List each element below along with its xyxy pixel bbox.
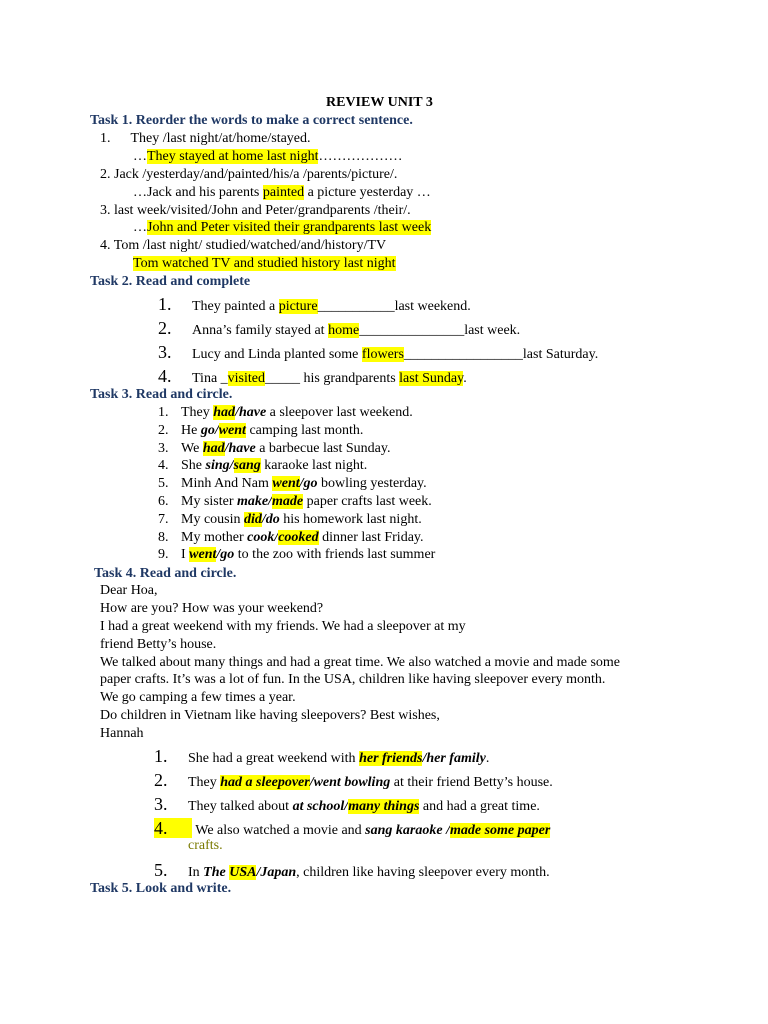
task3-item-num: 4. — [158, 458, 169, 474]
task3-item — [158, 546, 435, 564]
task3-option-b: made — [272, 494, 304, 509]
task3-option-b: go — [303, 476, 318, 492]
task3-option-sep: / — [299, 476, 304, 492]
task3-option-sep: / — [274, 529, 279, 545]
letter-line-9: Hannah — [100, 726, 144, 741]
task3-item-post: paper crafts last week. — [303, 494, 432, 509]
task3-option-a: did — [244, 511, 262, 527]
task3-item-pre: They — [181, 405, 214, 420]
letter-line-2: How are you? How was your weekend? — [100, 601, 324, 616]
task3-item — [158, 422, 363, 440]
task4-question-4: 4. We also watched a movie and sang karaoke /made some paper — [154, 818, 551, 838]
task3-item — [158, 511, 422, 529]
task3-item-post: to the zoo with friends last summer — [234, 547, 436, 563]
letter-line-4: friend Betty’s house. — [100, 637, 217, 652]
task3-option-a: had — [202, 440, 225, 456]
task3-item-pre: I — [181, 547, 190, 563]
task1-item-1-prompt: 1. They /last night/at/home/stayed. — [100, 131, 311, 146]
task3-item-num: 5. — [158, 476, 169, 492]
task3-item-pre: Minh And Nam — [181, 476, 273, 492]
task3-option-a: went — [189, 547, 217, 563]
task3-item-pre: My sister — [181, 494, 237, 509]
task3-option-a: go — [200, 422, 215, 438]
task3-option-sep: / — [224, 440, 229, 456]
task3-item-pre: We — [181, 440, 203, 456]
task3-item-post: a barbecue last Sunday. — [255, 440, 391, 456]
task4-question-4-cont: crafts. — [188, 838, 223, 853]
task3-item-num: 7. — [158, 511, 169, 527]
task3-item — [158, 529, 424, 547]
task3-option-a: sing — [205, 458, 230, 474]
task1-item-3-prompt: 3. last week/visited/John and Peter/grandparents /their/. — [100, 203, 411, 218]
task3-option-b: do — [265, 511, 280, 527]
task2-item-1: 1. They painted a picture___________last weekend. — [158, 294, 471, 314]
task3-item-num: 8. — [158, 529, 169, 545]
task3-item-num: 6. — [158, 494, 169, 509]
letter-line-3: I had a great weekend with my friends. We had a sleepover at my — [100, 619, 466, 634]
task3-option-b: sang — [233, 458, 261, 474]
task1-heading: Task 1. Reorder the words to make a correct sentence. — [90, 113, 413, 128]
task3-heading: Task 3. Read and circle. — [90, 387, 233, 402]
task1-item-4-prompt: 4. Tom /last night/ studied/watched/and/history/TV — [100, 238, 387, 253]
task1-item-3-answer: …John and Peter visited their grandparents last week — [133, 220, 432, 235]
letter-line-8: Do children in Vietnam like having sleepovers? Best wishes, — [100, 708, 440, 723]
task3-option-sep: / — [214, 422, 219, 438]
task3-item-post: bowling yesterday. — [317, 476, 427, 492]
page-title: REVIEW UNIT 3 — [326, 95, 433, 110]
task3-option-sep: / — [216, 547, 221, 563]
letter-line-5: We talked about many things and had a great time. We also watched a movie and made some — [100, 655, 620, 670]
task3-item-pre: He — [181, 422, 201, 438]
task1-item-1-answer: …They stayed at home last night……………… — [133, 149, 403, 164]
task3-option-sep: / — [229, 458, 234, 474]
task2-item-3: 3. Lucy and Linda planted some flowers_________________last Saturday. — [158, 342, 599, 362]
task4-question-2: 2. They had a sleepover/went bowling at their friend Betty’s house. — [154, 770, 553, 790]
task3-option-a: went — [272, 476, 300, 492]
task3-item — [158, 475, 427, 493]
task3-option-a: had — [213, 405, 236, 420]
task3-option-sep: / — [261, 511, 266, 527]
task3-option-a: make — [237, 494, 269, 509]
task2-item-4: 4. Tina _visited_____ his grandparents last Sunday. — [158, 366, 467, 386]
task3-item-num: 2. — [158, 422, 169, 438]
task3-item-post: a sleepover last weekend. — [266, 405, 413, 420]
task1-item-2-answer: …Jack and his parents painted a picture yesterday … — [133, 185, 431, 200]
task3-option-b: cooked — [278, 529, 319, 545]
task3-item-pre: My cousin — [181, 511, 244, 527]
task1-item-4-answer: Tom watched TV and studied history last night — [133, 256, 396, 271]
task3-item-num: 9. — [158, 547, 169, 563]
task1-item-2-prompt: 2. Jack /yesterday/and/painted/his/a /parents/picture/. — [100, 167, 398, 182]
task3-item-post: camping last month. — [245, 422, 364, 438]
task4-question-1: 1. She had a great weekend with her friends/her family. — [154, 746, 490, 766]
task3-item-pre: My mother — [181, 529, 248, 545]
task3-item-post: his homework last night. — [279, 511, 422, 527]
task5-heading: Task 5. Look and write. — [90, 881, 232, 896]
task3-item — [158, 440, 390, 458]
task3-item-post: dinner last Friday. — [318, 529, 424, 545]
letter-line-1: Dear Hoa, — [100, 583, 158, 598]
task3-option-b: went — [218, 422, 246, 438]
task3-option-b: have — [238, 405, 267, 420]
task3-item — [158, 457, 367, 475]
task3-item-num: 1. — [158, 405, 169, 420]
task3-item-pre: She — [181, 458, 206, 474]
task2-heading: Task 2. Read and complete — [90, 274, 251, 289]
task3-option-a: cook — [247, 529, 275, 545]
task3-option-b: go — [220, 547, 235, 563]
letter-line-6: paper crafts. It’s was a lot of fun. In the USA, children like having sleepover every month. — [100, 672, 606, 687]
task3-option-sep: / — [235, 405, 239, 420]
letter-line-7: We go camping a few times a year. — [100, 690, 296, 705]
task4-question-3: 3. They talked about at school/many things and had a great time. — [154, 794, 540, 814]
task3-item-num: 3. — [158, 440, 169, 456]
task3-item — [158, 493, 432, 511]
task2-item-2: 2. Anna’s family stayed at home_______________last week. — [158, 318, 521, 338]
task3-option-sep: / — [268, 494, 272, 509]
task3-option-b: have — [228, 440, 256, 456]
task4-heading: Task 4. Read and circle. — [94, 566, 237, 581]
task3-item — [158, 404, 413, 422]
task4-question-5: 5. In The USA/Japan, children like having sleepover every month. — [154, 860, 550, 880]
task3-item-post: karaoke last night. — [260, 458, 368, 474]
